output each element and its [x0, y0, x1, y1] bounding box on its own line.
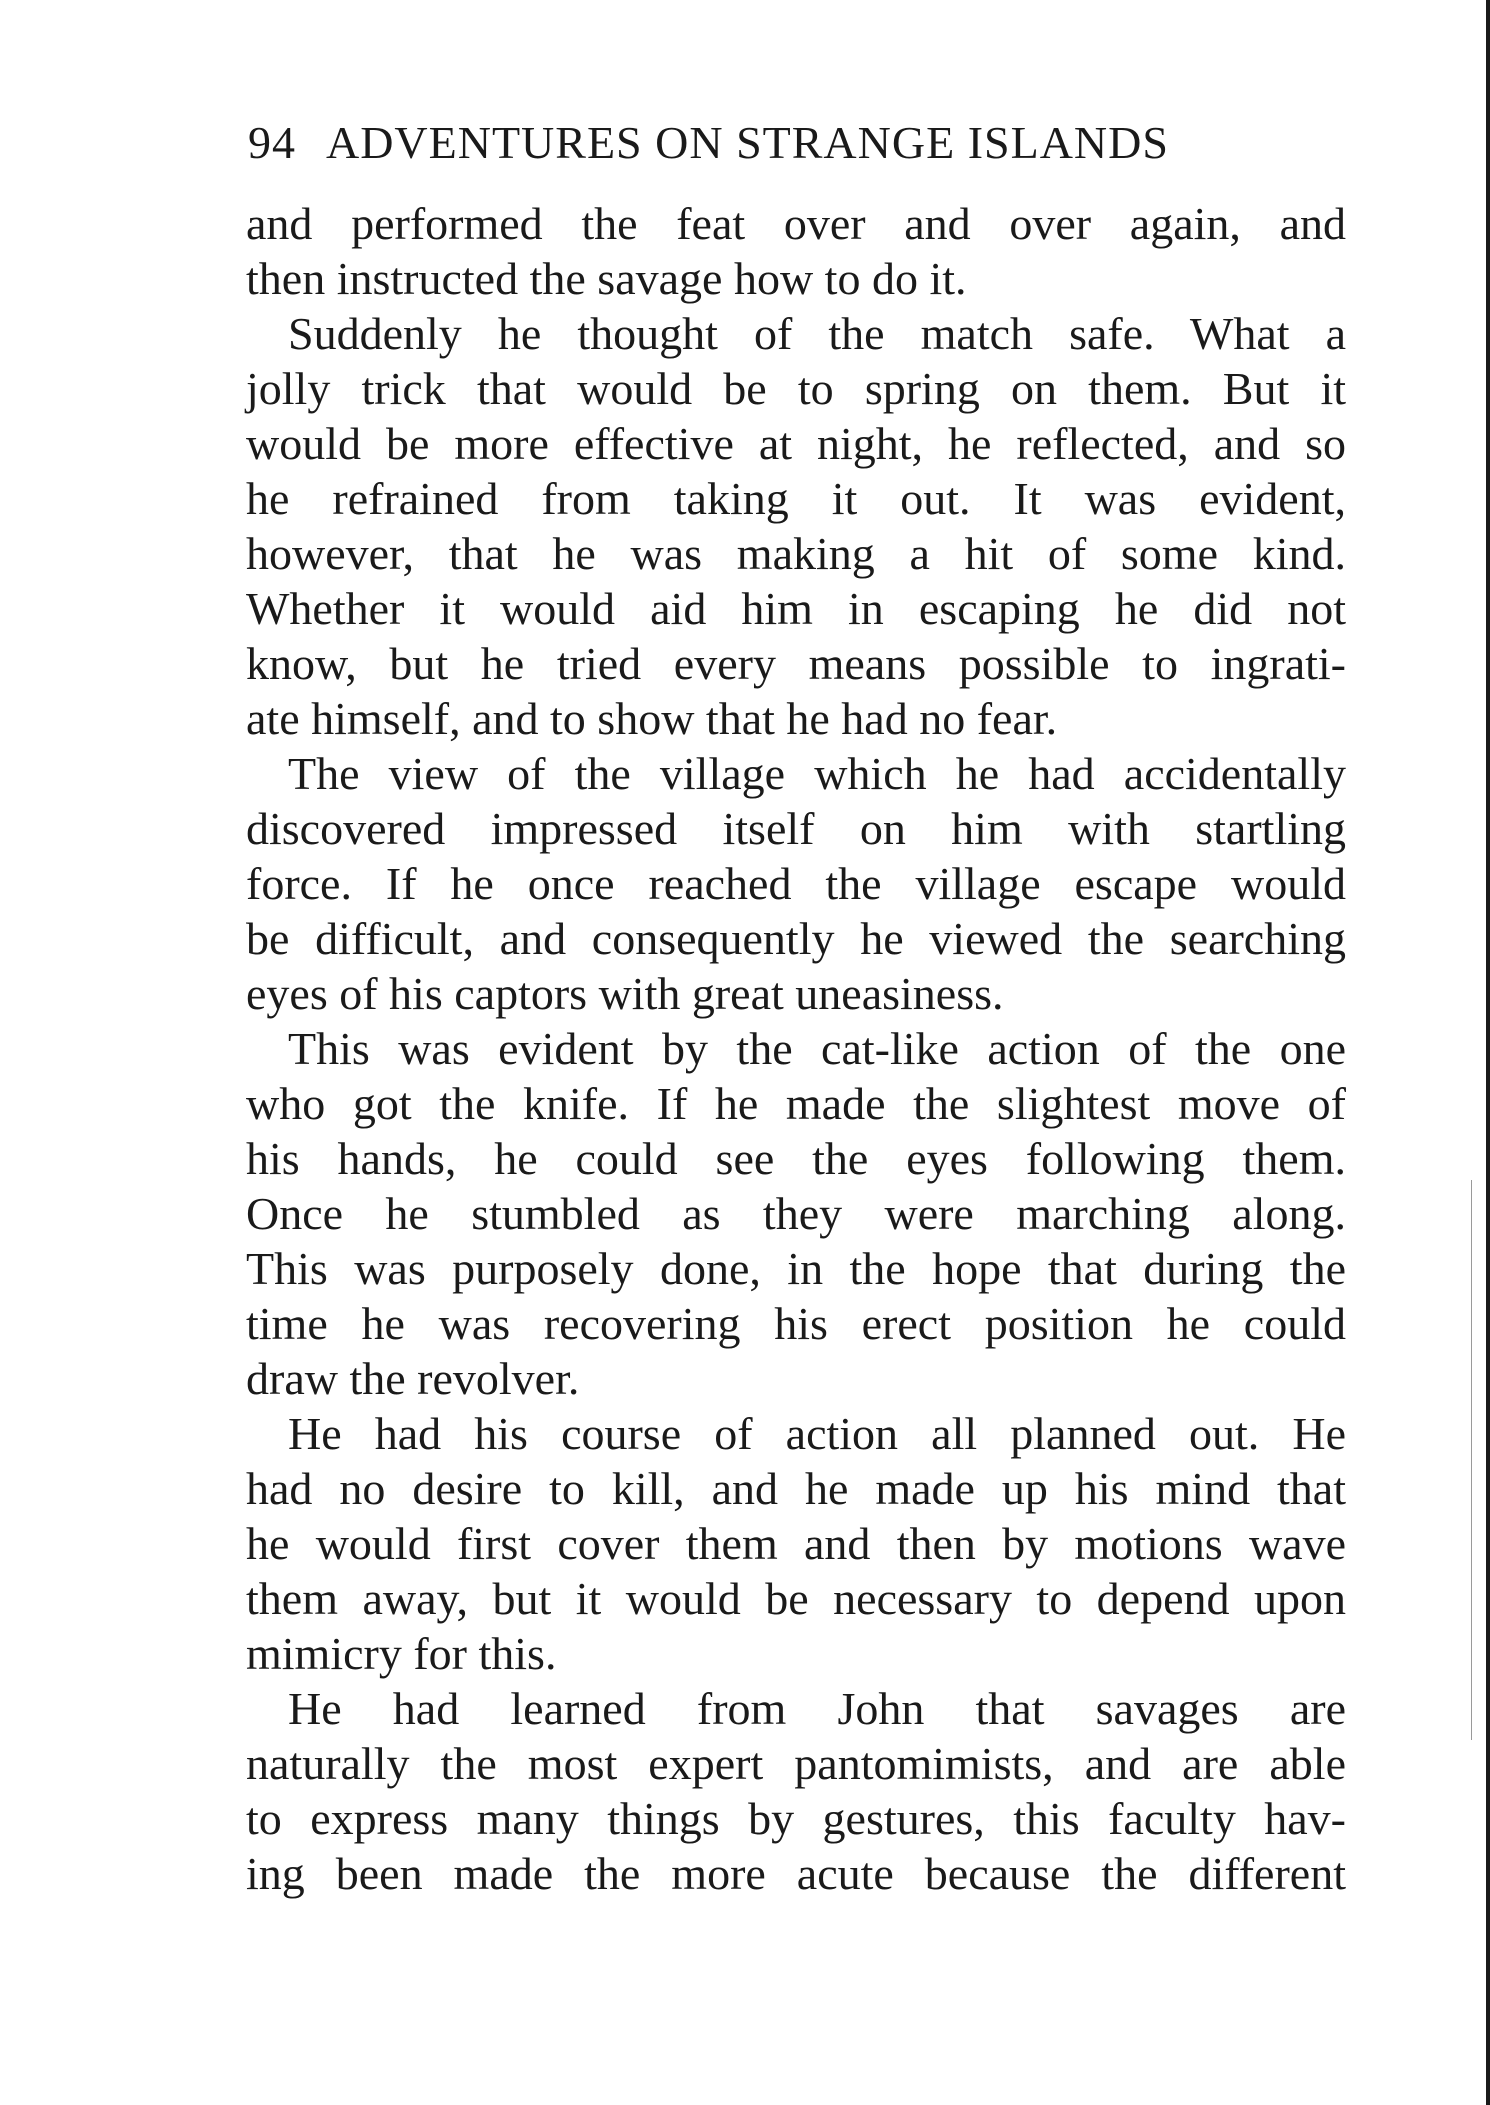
text-line: The view of the village which he had accidentally [288, 748, 1346, 799]
text-line: time he was recovering his erect position he could [246, 1298, 1346, 1349]
text-line: would be more effective at night, he reflected, and so [246, 418, 1346, 469]
page-edge-shadow [1471, 1180, 1472, 1740]
page-edge-line [1486, 0, 1490, 2105]
text-line: them away, but it would be necessary to depend upon [246, 1573, 1346, 1624]
page-number: 94 [248, 117, 296, 168]
text-line: ate himself, and to show that he had no fear. [246, 693, 1058, 744]
running-title: ADVENTURES ON STRANGE ISLANDS [325, 117, 1169, 168]
text-line: Once he stumbled as they were marching along. [246, 1188, 1346, 1239]
text-line: This was evident by the cat-like action of the one [288, 1023, 1346, 1074]
body-text [246, 196, 1346, 1901]
text-line: he would first cover them and then by motions wave [246, 1518, 1346, 1569]
text-line: jolly trick that would be to spring on them. But it [246, 363, 1346, 414]
text-line: He had learned from John that savages are [288, 1683, 1346, 1734]
text-line: he refrained from taking it out. It was evident, [246, 473, 1346, 524]
text-line: however, that he was making a hit of some kind. [246, 528, 1346, 579]
text-line: Suddenly he thought of the match safe. What a [288, 308, 1346, 359]
text-line: ing been made the more acute because the different [246, 1848, 1346, 1899]
text-line: to express many things by gestures, this faculty hav- [246, 1793, 1346, 1844]
text-line: He had his course of action all planned out. He [288, 1408, 1346, 1459]
text-line: and performed the feat over and over again, and [246, 198, 1346, 249]
text-line: Whether it would aid him in escaping he did not [246, 583, 1346, 634]
text-line: force. If he once reached the village escape would [246, 858, 1346, 909]
text-line: mimicry for this. [246, 1628, 557, 1679]
text-line: This was purposely done, in the hope that during the [246, 1243, 1346, 1294]
text-line: who got the knife. If he made the slightest move of [246, 1078, 1346, 1129]
text-line: then instructed the savage how to do it. [246, 253, 967, 304]
text-line: know, but he tried every means possible to ingrati- [246, 638, 1346, 689]
text-line: had no desire to kill, and he made up his mind that [246, 1463, 1346, 1514]
text-line: eyes of his captors with great uneasiness. [246, 968, 1004, 1019]
text-line: be difficult, and consequently he viewed the searching [246, 913, 1346, 964]
running-header [248, 112, 1308, 174]
text-line: his hands, he could see the eyes following them. [246, 1133, 1346, 1184]
text-line: naturally the most expert pantomimists, and are able [246, 1738, 1346, 1789]
text-line: discovered impressed itself on him with startling [246, 803, 1346, 854]
text-line: draw the revolver. [246, 1353, 580, 1404]
